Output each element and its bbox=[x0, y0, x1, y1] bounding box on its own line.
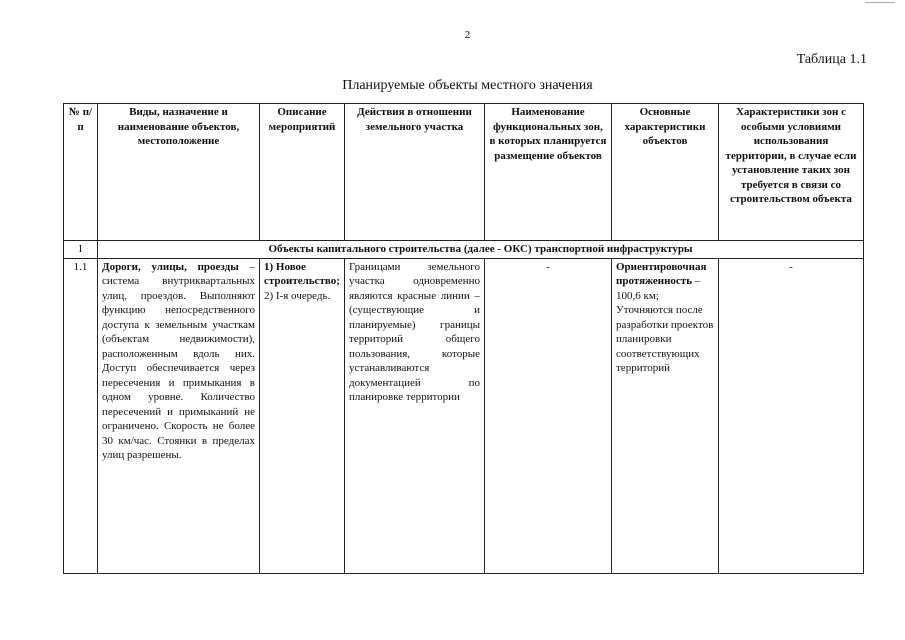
characteristics-cell bbox=[612, 258, 719, 573]
header-cell-number: № п/п bbox=[64, 104, 98, 241]
page-number: 2 bbox=[464, 29, 471, 41]
characteristics-title: Ориентировочная протяженность bbox=[616, 260, 707, 287]
section-row bbox=[64, 241, 864, 259]
object-name-title: Дороги, улицы, проезды bbox=[102, 260, 239, 273]
table-title: Планируемые объекты местного значения bbox=[342, 78, 593, 93]
objects-table bbox=[63, 103, 864, 574]
header-row bbox=[64, 104, 864, 241]
header-cell-land-actions: Действия в отношении земельного участка bbox=[345, 104, 485, 241]
land-actions-cell: Границами земельного участка одновременно являются красные линии – (существующие и планируемые) границы территорий общего пользования, которые устанавливаются документацией по планировке территории bbox=[345, 258, 485, 573]
measures-stage: 2) I-я очередь. bbox=[264, 289, 331, 302]
section-number: I bbox=[64, 241, 98, 259]
row-number: 1.1 bbox=[64, 258, 98, 573]
measures-new-construction: 1) Новое строительство; bbox=[264, 260, 340, 287]
table-row bbox=[64, 258, 864, 573]
object-name-description: – система внутриквартальных улиц, проездов. Выполняют функцию непосредственного доступа к земельным участкам (объектам недвижимости), расположенным вдоль них. Доступ обеспечивается через пересечения и примыкания в одном уровне. Количество пересечений и примыканий не ограничено. Скорость не более 30 км/час. Стоянки в пределах улиц разрешены. bbox=[102, 260, 255, 461]
section-title: Объекты капитального строительства (далее - ОКС) транспортной инфраструктуры bbox=[98, 241, 864, 259]
zones-cell: - bbox=[485, 258, 612, 573]
header-cell-name: Виды, назначение и наименование объектов, местоположение bbox=[98, 104, 260, 241]
header-cell-special-zones: Характеристики зон с особыми условиями использования территории, в случае если установление таких зон требуется в связи со строительством объекта bbox=[719, 104, 864, 241]
measures-cell bbox=[260, 258, 345, 573]
header-cell-characteristics: Основные характеристики объектов bbox=[612, 104, 719, 241]
corner-mark bbox=[865, 2, 895, 3]
header-cell-zones: Наименование функциональных зон, в которых планируется размещение объектов bbox=[485, 104, 612, 241]
special-zones-cell: - bbox=[719, 258, 864, 573]
characteristics-description: – 100,6 км; Уточняются после разработки проектов планировки соответствующих территорий bbox=[616, 275, 714, 374]
table-reference: Таблица 1.1 bbox=[796, 52, 867, 67]
header-cell-measures: Описание мероприятий bbox=[260, 104, 345, 241]
object-name-cell bbox=[98, 258, 260, 573]
